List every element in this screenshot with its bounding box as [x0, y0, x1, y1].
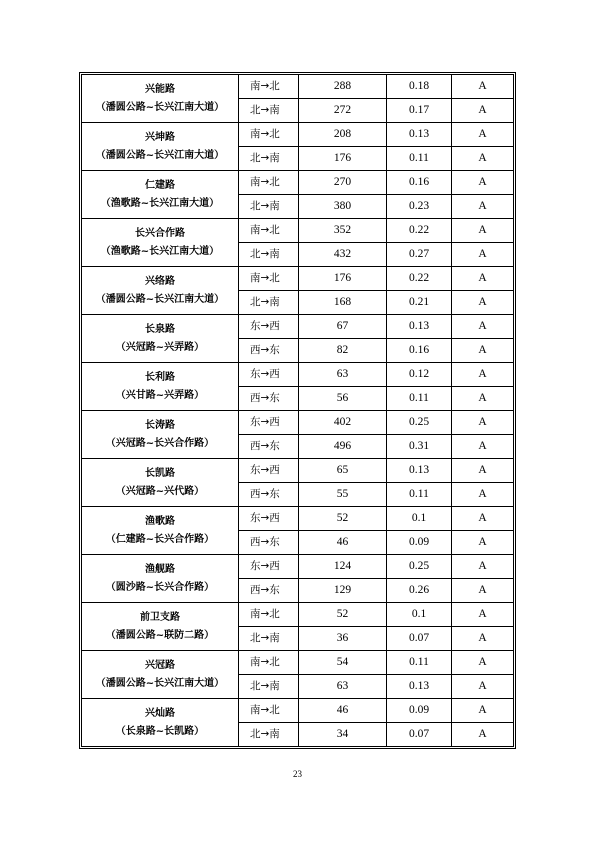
service-level-cell: A — [452, 651, 514, 675]
service-level-cell: A — [452, 411, 514, 435]
road-range: （兴冠路~兴代路） — [115, 485, 205, 497]
service-level-cell: A — [452, 171, 514, 195]
volume-cell: 432 — [299, 243, 387, 267]
road-name: 长涛路 — [145, 419, 175, 431]
volume-cell: 34 — [299, 723, 387, 747]
volume-cell: 270 — [299, 171, 387, 195]
direction-cell: 东→西 — [239, 315, 299, 339]
service-level-cell: A — [452, 555, 514, 579]
direction-cell: 南→北 — [239, 123, 299, 147]
road-section-cell — [82, 603, 239, 651]
direction-cell: 南→北 — [239, 75, 299, 99]
road-section-cell — [82, 123, 239, 171]
vc-ratio-cell: 0.23 — [387, 195, 452, 219]
vc-ratio-cell: 0.13 — [387, 675, 452, 699]
service-level-cell: A — [452, 315, 514, 339]
vc-ratio-cell: 0.13 — [387, 315, 452, 339]
volume-cell: 46 — [299, 699, 387, 723]
volume-cell: 36 — [299, 627, 387, 651]
road-name: 兴络路 — [145, 275, 175, 287]
service-level-cell: A — [452, 723, 514, 747]
service-level-cell: A — [452, 147, 514, 171]
volume-cell: 52 — [299, 507, 387, 531]
direction-cell: 北→南 — [239, 627, 299, 651]
vc-ratio-cell: 0.16 — [387, 171, 452, 195]
volume-cell: 496 — [299, 435, 387, 459]
vc-ratio-cell: 0.11 — [387, 483, 452, 507]
service-level-cell: A — [452, 99, 514, 123]
road-section-cell — [82, 267, 239, 315]
road-range: （潘圆公路~长兴江南大道） — [95, 101, 225, 113]
service-level-cell: A — [452, 363, 514, 387]
road-name: 兴灿路 — [145, 707, 175, 719]
service-level-cell: A — [452, 435, 514, 459]
volume-cell: 63 — [299, 675, 387, 699]
direction-cell: 东→西 — [239, 411, 299, 435]
road-section-cell — [82, 507, 239, 555]
vc-ratio-cell: 0.25 — [387, 555, 452, 579]
table-row — [82, 171, 514, 195]
volume-cell: 380 — [299, 195, 387, 219]
direction-cell: 东→西 — [239, 507, 299, 531]
service-level-cell: A — [452, 627, 514, 651]
road-section-cell — [82, 219, 239, 267]
table-row — [82, 699, 514, 723]
service-level-cell: A — [452, 531, 514, 555]
road-section-cell — [82, 363, 239, 411]
road-name: 兴能路 — [145, 83, 175, 95]
direction-cell: 北→南 — [239, 195, 299, 219]
table-row — [82, 459, 514, 483]
volume-cell: 67 — [299, 315, 387, 339]
direction-cell: 西→东 — [239, 579, 299, 603]
volume-cell: 52 — [299, 603, 387, 627]
direction-cell: 西→东 — [239, 387, 299, 411]
vc-ratio-cell: 0.09 — [387, 531, 452, 555]
vc-ratio-cell: 0.16 — [387, 339, 452, 363]
service-level-cell: A — [452, 699, 514, 723]
table-row — [82, 555, 514, 579]
table-row — [82, 219, 514, 243]
service-level-cell: A — [452, 675, 514, 699]
direction-cell: 南→北 — [239, 603, 299, 627]
road-range: （兴冠路~兴弄路） — [115, 341, 205, 353]
road-name: 仁建路 — [145, 179, 175, 191]
service-level-cell: A — [452, 459, 514, 483]
volume-cell: 54 — [299, 651, 387, 675]
direction-cell: 北→南 — [239, 99, 299, 123]
volume-cell: 65 — [299, 459, 387, 483]
service-level-cell: A — [452, 195, 514, 219]
road-section-cell — [82, 459, 239, 507]
road-traffic-table — [81, 74, 514, 747]
vc-ratio-cell: 0.07 — [387, 723, 452, 747]
table-row — [82, 123, 514, 147]
road-name: 长凯路 — [145, 467, 175, 479]
volume-cell: 124 — [299, 555, 387, 579]
table-row — [82, 651, 514, 675]
vc-ratio-cell: 0.11 — [387, 387, 452, 411]
direction-cell: 东→西 — [239, 363, 299, 387]
road-name: 兴坤路 — [145, 131, 175, 143]
vc-ratio-cell: 0.21 — [387, 291, 452, 315]
volume-cell: 46 — [299, 531, 387, 555]
service-level-cell: A — [452, 507, 514, 531]
road-range: （兴冠路~长兴合作路） — [105, 437, 215, 449]
volume-cell: 352 — [299, 219, 387, 243]
service-level-cell: A — [452, 339, 514, 363]
road-range: （长泉路~长凯路） — [115, 725, 205, 737]
vc-ratio-cell: 0.1 — [387, 507, 452, 531]
service-level-cell: A — [452, 579, 514, 603]
vc-ratio-cell: 0.11 — [387, 147, 452, 171]
road-range: （渔歌路~长兴江南大道） — [100, 197, 220, 209]
direction-cell: 北→南 — [239, 291, 299, 315]
volume-cell: 56 — [299, 387, 387, 411]
road-range: （潘圆公路~长兴江南大道） — [95, 677, 225, 689]
direction-cell: 北→南 — [239, 243, 299, 267]
road-name: 渔歌路 — [145, 515, 175, 527]
road-name: 长利路 — [145, 371, 175, 383]
vc-ratio-cell: 0.22 — [387, 267, 452, 291]
road-section-cell — [82, 315, 239, 363]
vc-ratio-cell: 0.11 — [387, 651, 452, 675]
road-range: （潘圆公路~长兴江南大道） — [95, 149, 225, 161]
volume-cell: 55 — [299, 483, 387, 507]
direction-cell: 南→北 — [239, 651, 299, 675]
road-section-cell — [82, 75, 239, 123]
service-level-cell: A — [452, 267, 514, 291]
table-row — [82, 603, 514, 627]
road-name: 长泉路 — [145, 323, 175, 335]
vc-ratio-cell: 0.13 — [387, 459, 452, 483]
direction-cell: 西→东 — [239, 483, 299, 507]
vc-ratio-cell: 0.17 — [387, 99, 452, 123]
road-range: （潘圆公路~长兴江南大道） — [95, 293, 225, 305]
vc-ratio-cell: 0.13 — [387, 123, 452, 147]
direction-cell: 南→北 — [239, 171, 299, 195]
road-section-cell — [82, 699, 239, 747]
vc-ratio-cell: 0.09 — [387, 699, 452, 723]
road-section-cell — [82, 651, 239, 699]
direction-cell: 南→北 — [239, 267, 299, 291]
service-level-cell: A — [452, 219, 514, 243]
service-level-cell: A — [452, 75, 514, 99]
road-name: 前卫支路 — [140, 611, 180, 623]
direction-cell: 西→东 — [239, 435, 299, 459]
direction-cell: 南→北 — [239, 219, 299, 243]
direction-cell: 西→东 — [239, 339, 299, 363]
vc-ratio-cell: 0.07 — [387, 627, 452, 651]
service-level-cell: A — [452, 603, 514, 627]
volume-cell: 402 — [299, 411, 387, 435]
road-range: （兴甘路~兴弄路） — [115, 389, 205, 401]
table-row — [82, 315, 514, 339]
road-range: （潘圆公路~联防二路） — [105, 629, 215, 641]
volume-cell: 272 — [299, 99, 387, 123]
direction-cell: 南→北 — [239, 699, 299, 723]
vc-ratio-cell: 0.31 — [387, 435, 452, 459]
service-level-cell: A — [452, 387, 514, 411]
direction-cell: 东→西 — [239, 459, 299, 483]
volume-cell: 129 — [299, 579, 387, 603]
road-name: 兴冠路 — [145, 659, 175, 671]
road-section-cell — [82, 555, 239, 603]
vc-ratio-cell: 0.27 — [387, 243, 452, 267]
volume-cell: 176 — [299, 147, 387, 171]
road-section-cell — [82, 411, 239, 459]
direction-cell: 东→西 — [239, 555, 299, 579]
road-range: （渔歌路~长兴江南大道） — [100, 245, 220, 257]
direction-cell: 北→南 — [239, 147, 299, 171]
vc-ratio-cell: 0.22 — [387, 219, 452, 243]
vc-ratio-cell: 0.1 — [387, 603, 452, 627]
table-row — [82, 267, 514, 291]
page-number: 23 — [293, 769, 302, 779]
direction-cell: 北→南 — [239, 675, 299, 699]
road-range: （仁建路~长兴合作路） — [105, 533, 215, 545]
road-range: （圆沙路~长兴合作路） — [105, 581, 215, 593]
road-section-cell — [82, 171, 239, 219]
table-row — [82, 363, 514, 387]
volume-cell: 176 — [299, 267, 387, 291]
volume-cell: 63 — [299, 363, 387, 387]
vc-ratio-cell: 0.18 — [387, 75, 452, 99]
service-level-cell: A — [452, 291, 514, 315]
service-level-cell: A — [452, 483, 514, 507]
direction-cell: 北→南 — [239, 723, 299, 747]
vc-ratio-cell: 0.26 — [387, 579, 452, 603]
service-level-cell: A — [452, 123, 514, 147]
table-row — [82, 411, 514, 435]
table-row — [82, 75, 514, 99]
volume-cell: 208 — [299, 123, 387, 147]
service-level-cell: A — [452, 243, 514, 267]
vc-ratio-cell: 0.25 — [387, 411, 452, 435]
vc-ratio-cell: 0.12 — [387, 363, 452, 387]
table-body — [82, 75, 514, 747]
road-name: 渔舰路 — [145, 563, 175, 575]
volume-cell: 288 — [299, 75, 387, 99]
table-row — [82, 507, 514, 531]
volume-cell: 82 — [299, 339, 387, 363]
road-name: 长兴合作路 — [135, 227, 185, 239]
direction-cell: 西→东 — [239, 531, 299, 555]
volume-cell: 168 — [299, 291, 387, 315]
